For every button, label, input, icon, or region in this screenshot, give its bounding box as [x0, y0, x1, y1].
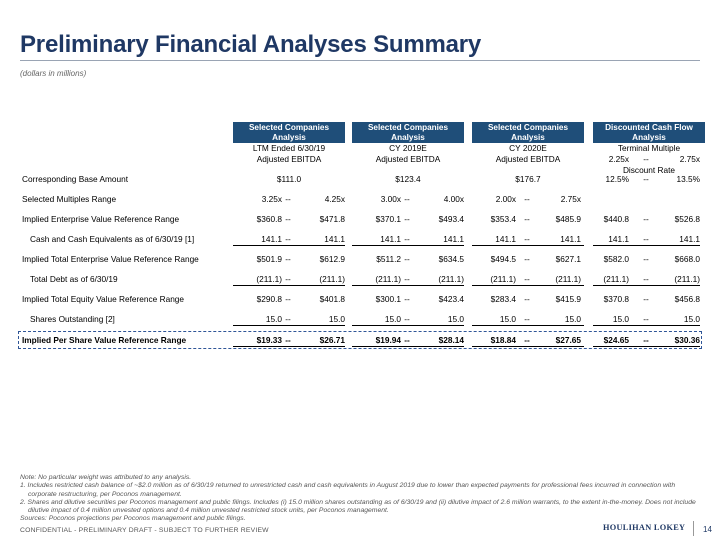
- range-separator: --: [404, 314, 410, 324]
- dcf-terminal-low: 2.25x: [608, 154, 629, 164]
- value-cell: (211.1): [319, 274, 345, 284]
- range-separator: --: [524, 294, 530, 304]
- range-separator: --: [643, 214, 649, 224]
- value-cell: 141.1: [380, 234, 401, 244]
- value-cell: 141.1: [261, 234, 282, 244]
- subtotal-underline: [233, 245, 345, 246]
- row-label-pps: Implied Per Share Value Reference Range: [22, 335, 187, 345]
- subtotal-underline: [472, 245, 584, 246]
- subtotal-underline: [233, 325, 345, 326]
- range-separator: --: [643, 314, 649, 324]
- value-cell: $28.14: [438, 335, 464, 345]
- value-cell: (211.1): [555, 274, 581, 284]
- value-cell: $501.9: [256, 254, 282, 264]
- value-cell: $370.8: [603, 294, 629, 304]
- column-header-dcf: Discounted Cash Flow Analysis: [593, 122, 705, 143]
- value-cell: $493.4: [438, 214, 464, 224]
- range-separator: --: [285, 214, 291, 224]
- subtotal-underline: [352, 325, 464, 326]
- value-cell: $485.9: [555, 214, 581, 224]
- subheader-dcf-discount: Discount Rate: [622, 165, 676, 175]
- value-cell: 13.5%: [676, 174, 700, 184]
- value-cell: 15.0: [499, 314, 516, 324]
- subheader-cy2020-metric: Adjusted EBITDA: [495, 154, 561, 164]
- value-cell: 141.1: [324, 234, 345, 244]
- value-cell: $634.5: [438, 254, 464, 264]
- value-cell: $526.8: [674, 214, 700, 224]
- range-separator: --: [643, 174, 649, 184]
- total-underline: [472, 346, 584, 347]
- value-cell: 12.5%: [605, 174, 629, 184]
- subtotal-underline: [472, 285, 584, 286]
- highlight-border-left: [18, 331, 19, 349]
- row-label-shares: Shares Outstanding [2]: [30, 314, 115, 324]
- range-separator: --: [524, 194, 530, 204]
- range-separator: --: [404, 335, 410, 345]
- range-separator: --: [285, 274, 291, 284]
- value-cell: $123.4: [395, 174, 421, 184]
- page-title: Preliminary Financial Analyses Summary: [20, 31, 482, 58]
- total-underline: [593, 346, 700, 347]
- title-divider: [20, 60, 700, 61]
- value-cell: $471.8: [319, 214, 345, 224]
- value-cell: $283.4: [490, 294, 516, 304]
- column-header-cy2019: Selected Companies Analysis: [352, 122, 464, 143]
- row-label-iev: Implied Enterprise Value Reference Range: [22, 214, 180, 224]
- subheader-cy2020-period: CY 2020E: [509, 143, 547, 153]
- value-cell: 2.00x: [495, 194, 516, 204]
- range-separator: --: [643, 234, 649, 244]
- value-cell: $353.4: [490, 214, 516, 224]
- range-separator: --: [643, 294, 649, 304]
- brand-logo: HOULIHAN LOKEY: [603, 523, 686, 532]
- range-separator: --: [285, 294, 291, 304]
- value-cell: 141.1: [679, 234, 700, 244]
- value-cell: 15.0: [683, 314, 700, 324]
- highlight-border-top: [18, 331, 702, 332]
- value-cell: $24.65: [603, 335, 629, 345]
- value-cell: $423.4: [438, 294, 464, 304]
- value-cell: 141.1: [443, 234, 464, 244]
- range-separator: --: [404, 214, 410, 224]
- range-separator: --: [285, 314, 291, 324]
- value-cell: 15.0: [328, 314, 345, 324]
- value-cell: $176.7: [515, 174, 541, 184]
- total-underline: [352, 346, 464, 347]
- value-cell: $360.8: [256, 214, 282, 224]
- range-separator: --: [524, 274, 530, 284]
- row-label-cash: Cash and Cash Equivalents as of 6/30/19 [1]: [30, 234, 195, 244]
- value-cell: 3.25x: [261, 194, 282, 204]
- range-separator: --: [404, 254, 410, 264]
- value-cell: 2.75x: [560, 194, 581, 204]
- footnote-general: Note: No particular weight was attributed to any analysis.: [20, 474, 192, 481]
- footnotes: [20, 474, 700, 524]
- value-cell: $401.8: [319, 294, 345, 304]
- footnote-sources: Sources: Poconos projections per Poconos management and public filings.: [20, 515, 246, 523]
- subtotal-underline: [352, 245, 464, 246]
- value-cell: $26.71: [319, 335, 345, 345]
- page-number: 14: [703, 525, 712, 534]
- value-cell: $18.84: [490, 335, 516, 345]
- value-cell: $30.36: [674, 335, 700, 345]
- value-cell: $370.1: [375, 214, 401, 224]
- value-cell: 3.00x: [380, 194, 401, 204]
- range-separator: --: [285, 254, 291, 264]
- range-separator: --: [285, 234, 291, 244]
- subheader-ltm-period: LTM Ended 6/30/19: [252, 143, 326, 153]
- value-cell: $19.33: [256, 335, 282, 345]
- row-label-multiples: Selected Multiples Range: [22, 194, 117, 204]
- range-separator: --: [285, 194, 291, 204]
- value-cell: 15.0: [447, 314, 464, 324]
- value-cell: (211.1): [438, 274, 464, 284]
- subheader-cy2019-metric: Adjusted EBITDA: [375, 154, 441, 164]
- value-cell: $440.8: [603, 214, 629, 224]
- value-cell: $494.5: [490, 254, 516, 264]
- subtotal-underline: [593, 245, 700, 246]
- range-separator: --: [643, 274, 649, 284]
- value-cell: $511.2: [376, 254, 401, 264]
- value-cell: 141.1: [608, 234, 629, 244]
- value-cell: 15.0: [265, 314, 282, 324]
- value-cell: $111.0: [276, 174, 302, 184]
- row-label-debt: Total Debt as of 6/30/19: [30, 274, 118, 284]
- footnote-1: 1. Includes restricted cash balance of ~$2.0 million as of 6/30/19 returned to unrestricted cash and cash equivalents in August 2019 due to lower than expected payments for professional fees incurred in connection with corporate restructuring, per Poconos management.: [20, 482, 676, 498]
- value-cell: $415.9: [555, 294, 581, 304]
- subtotal-underline: [352, 285, 464, 286]
- footer-divider: [693, 521, 694, 536]
- subtotal-underline: [472, 325, 584, 326]
- row-label-base: Corresponding Base Amount: [22, 174, 129, 184]
- value-cell: (211.1): [603, 274, 629, 284]
- value-cell: $456.8: [674, 294, 700, 304]
- range-separator: --: [643, 254, 649, 264]
- range-separator: --: [404, 274, 410, 284]
- range-separator: --: [524, 234, 530, 244]
- value-cell: 4.25x: [324, 194, 345, 204]
- value-cell: 15.0: [612, 314, 629, 324]
- footnote-2: 2. Shares and dilutive securities per Poconos management and public filings. Includes (i) 15.0 million shares outstanding as of 6/30/19 and (ii) dilutive impact of 2.6 million warrants, to the extent in-the-money. Does not include dilutive impact of 0.4 million unvested options and 0.4 million unvested restricted stock units, per Poconos management.: [20, 498, 696, 515]
- value-cell: $300.1: [375, 294, 401, 304]
- value-cell: $612.9: [319, 254, 345, 264]
- value-cell: (211.1): [256, 274, 282, 284]
- value-cell: (211.1): [490, 274, 516, 284]
- value-cell: 141.1: [495, 234, 516, 244]
- range-separator: --: [524, 254, 530, 264]
- subtotal-underline: [593, 285, 700, 286]
- value-cell: 141.1: [560, 234, 581, 244]
- value-cell: (211.1): [674, 274, 700, 284]
- value-cell: (211.1): [375, 274, 401, 284]
- highlight-border-bottom: [18, 348, 702, 349]
- range-separator: --: [524, 314, 530, 324]
- confidential-footer: CONFIDENTIAL - PRELIMINARY DRAFT - SUBJECT TO FURTHER REVIEW: [20, 527, 269, 534]
- range-separator: --: [285, 335, 291, 345]
- range-separator: --: [643, 335, 649, 345]
- subtotal-underline: [593, 325, 700, 326]
- row-label-itev: Implied Total Enterprise Value Reference Range: [22, 254, 199, 264]
- range-separator: --: [404, 294, 410, 304]
- value-cell: $19.94: [375, 335, 401, 345]
- range-separator: --: [404, 234, 410, 244]
- subheader-cy2019-period: CY 2019E: [389, 143, 427, 153]
- value-cell: $668.0: [674, 254, 700, 264]
- subheader-ltm-metric: Adjusted EBITDA: [256, 154, 322, 164]
- value-cell: $27.65: [555, 335, 581, 345]
- value-cell: $627.1: [555, 254, 581, 264]
- subheader-dcf-terminal: Terminal Multiple: [617, 143, 681, 153]
- value-cell: $582.0: [603, 254, 629, 264]
- dcf-terminal-high: 2.75x: [679, 154, 700, 164]
- range-separator: --: [524, 335, 530, 345]
- row-label-iteq: Implied Total Equity Value Reference Range: [22, 294, 185, 304]
- range-separator: --: [643, 154, 649, 164]
- units-note: (dollars in millions): [20, 69, 87, 78]
- range-separator: --: [404, 194, 410, 204]
- value-cell: 15.0: [564, 314, 581, 324]
- subtotal-underline: [233, 285, 345, 286]
- column-header-cy2020: Selected Companies Analysis: [472, 122, 584, 143]
- total-underline: [233, 346, 345, 347]
- range-separator: --: [524, 214, 530, 224]
- column-header-ltm: Selected Companies Analysis: [233, 122, 345, 143]
- value-cell: $290.8: [256, 294, 282, 304]
- highlight-border-right: [701, 331, 702, 349]
- value-cell: 4.00x: [443, 194, 464, 204]
- value-cell: 15.0: [384, 314, 401, 324]
